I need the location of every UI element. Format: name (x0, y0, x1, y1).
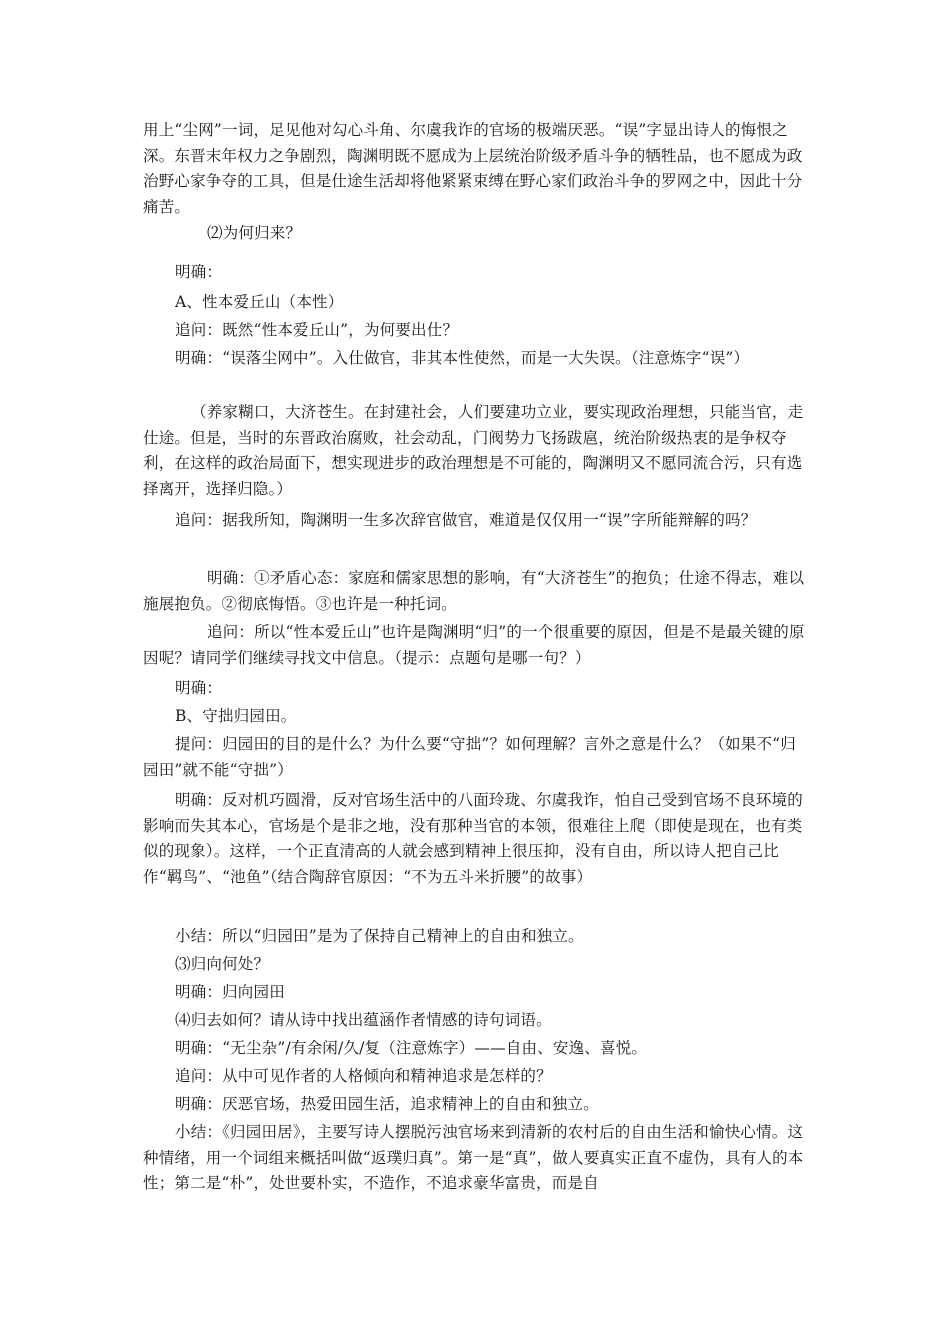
summary-fanpuguizhen: 小结：《归园田居》，主要写诗人摆脱污浊官场来到清新的农村后的自由生活和愉快心情。这种情绪，用一个词组来概括叫做“返璞归真”。第一是“真”，做人要真实正直不虚伪，具有人的本性；第二是“朴”，处世要朴实，不造作，不追求豪华富贵，而是自 (143, 1123, 804, 1192)
answer-how: 明确：“无尘杂”/有余闲/久/复（注意炼字）——自由、安逸、喜悦。 (175, 1039, 648, 1057)
question-where: ⑶归向何处？ (175, 955, 270, 973)
question-how: ⑷归去如何？请从诗中找出蕴涵作者情感的诗句词语。 (175, 1011, 552, 1029)
summary: 小结：所以“归园田”是为了保持自己精神上的自由和独立。 (175, 927, 584, 945)
point-b: B、守拙归园田。 (175, 707, 297, 725)
point-a: A、性本爱丘山（本性） (175, 293, 344, 311)
follow-up-question: 追问：从中可见作者的人格倾向和精神追求是怎样的？ (175, 1067, 552, 1085)
follow-up-question: 追问：据我所知，陶渊明一生多次辞官做官，难道是仅仅用一“误”字所能辩解的吗？ (175, 511, 757, 529)
follow-up-question: 追问：所以“性本爱丘山”也许是陶渊明“归”的一个很重要的原因，但是不是最关键的原因呢？请同学们继续寻找文中信息。（提示：点题句是哪一句？） (143, 623, 805, 667)
question-purpose: 提问：归园田的目的是什么？为什么要“守拙”？如何理解？言外之意是什么？（如果不“归园田”就不能“守拙”） (143, 735, 796, 779)
paragraph-chenwang: 用上“尘网”一词，足见他对勾心斗角、尔虞我诈的官场的极端厌恶。“误”字显出诗人的悔恨之深。东晋末年权力之争剧烈，陶渊明既不愿成为上层统治阶级矛盾斗争的牺牲品，也不愿成为政治野心家争夺的工具，但是仕途生活却将他紧紧束缚在野心家们政治斗争的罗网之中，因此十分痛苦。 (143, 121, 803, 216)
answer-shouzhuo: 明确：反对机巧圆滑，反对官场生活中的八面玲珑、尔虞我诈，怕自己受到官场不良环境的影响而失其本心，官场是个是非之地，没有那种当官的本领，很难往上爬（即使是现在，也有类似的现象）。这样，一个正直清高的人就会感到精神上很压抑，没有自由，所以诗人把自己比作“羁鸟”、“池鱼”（结合陶辞官原因：“不为五斗米折腰”的故事） (143, 791, 804, 886)
answer-pursuit: 明确：厌恶官场，热爱田园生活，追求精神上的自由和独立。 (175, 1095, 599, 1113)
answer-contradiction: 明确：①矛盾心态：家庭和儒家思想的影响，有“大济苍生”的抱负；仕途不得志，难以施展抱负。②彻底悔悟。③也许是一种托词。 (143, 569, 805, 613)
paragraph-context: （养家糊口，大济苍生。在封建社会，人们要建功立业，要实现政治理想，只能当官，走仕途。但是，当时的东晋政治腐败，社会动乱，门阀势力飞扬跋扈，统治阶级热衷的是争权夺利，在这样的政治局面下，想实现进步的政治理想是不可能的，陶渊明又不愿同流合污，只有选择离开，选择归隐。） (143, 403, 804, 498)
answer-where: 明确：归向园田 (175, 983, 285, 1001)
answer-wu: 明确：“误落尘网中”。入仕做官，非其本性使然，而是一大失误。（注意炼字“误”） (175, 349, 750, 367)
question-why-return: ⑵为何归来？ (207, 224, 302, 242)
answer-label: 明确： (175, 263, 223, 281)
follow-up-question: 追问：既然“性本爱丘山”，为何要出仕？ (175, 321, 459, 339)
answer-label: 明确： (175, 679, 223, 697)
